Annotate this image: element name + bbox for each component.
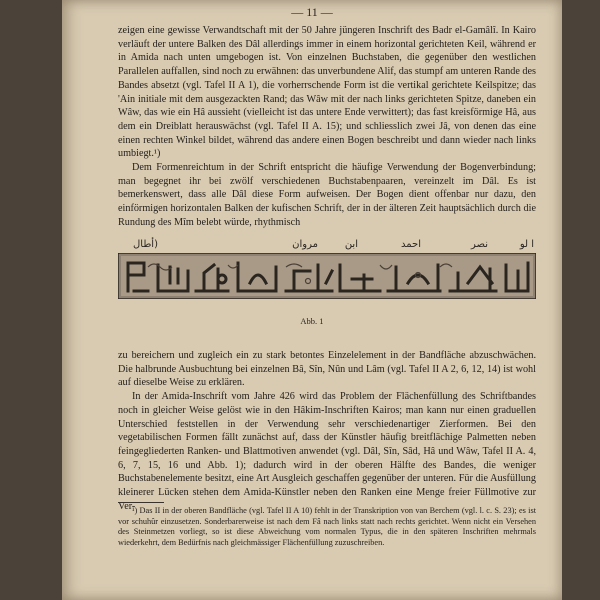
arabic-label: مروان [292, 239, 318, 250]
top-text-block [118, 24, 536, 230]
arabic-label: أطال) [133, 239, 158, 250]
paragraph: In der Amida-Inschrift vom Jahre 426 wird das Problem der Flächenfüllung des Schriftbandes noch in gleicher Weise gelöst wie in den Hâkim-Inschriften Kairos; man kann nur einen graduellen Unterschied feststellen in der Verwendung sehr verschiedenartiger Zierformen. Bei den vegetabilischen Formen fällt zunächst auf, dass der Künstler häufig breitflächige Palmetten neben feingegliederten Ranken- und Blattmotiven anwendet (vgl. Dâl, Sîn, Sâd, Hâ und Wâw, Tafel II A. 4, 6, 7, 15, 16 und Abb. 1); dadurch wird in der oberen Hälfte des Bandes, die weniger Buchstabenelemente besitzt, eine Art Ausgleich geschaffen gegenüber der unteren. Für die Ausfüllung kleinerer Lücken stehen dem Amida-Künstler neben den Ranken eine Menge freier Füllmotive zur Ver- [118, 391, 536, 512]
paragraph: zeigen eine gewisse Verwandtschaft mit der 50 Jahre jüngeren Inschrift des Badr el-Gamâlî. In Kairo verläuft der untere Balken des Dâl allerdings immer in einem horizontal gerichteten Keil, während er in Amida nach unten umgebogen ist. Von einzelnen Buchstaben, die gegenüber den westlichen Parallelen auffallen, sind noch zu erwähnen: das unverbundene Alif, das stumpf am unteren Rande des Bandes absetzt (vgl. Tafel II A 1), die vorherrschende Form ist die vertikal gerichtete Keilspitze; das 'Ain initiale mit dem ausgezackten Rand; das Wâw mit der nach links gerichteten Spitze, daneben ein Wâw, das wie ein Hâ aussieht (vielleicht ist das untere Ende verwittert); das fast kreisförmige Hâ, aus dem ein Dreiblatt herauswächst (vgl. Tafel II A. 15); und schliesslich zwei Jâ, von denen das eine einen rechten Winkel bildet, während das andere einen Bogen beschreibt und dann wieder nach links umbiegt.¹) [118, 25, 536, 160]
bottom-text-block [118, 349, 536, 513]
figure-transcription [118, 239, 536, 253]
page-number: — 11 — [291, 5, 333, 19]
footnote [118, 506, 536, 548]
book-page [62, 0, 562, 600]
arabic-label: ا لو [519, 239, 534, 250]
arabic-label: ابن [344, 239, 358, 250]
footnote-text: ¹) Das II in der oberen Bandfläche (vgl. Tafel II A 10) fehlt in der Transkription von van Berchem (vgl. l. c. S. 23); es ist vor schuhûr einzusetzen. Sonderbarerweise ist nach dem Fâ nach links statt nach rechts gerichtet. Wenn nicht ein Versehen des Steinmetzen vorliegt, so ist diese Abweichung vom normalen Typus, die in den späteren Inschriften mehrmals wiederkehrt, dem Bedürfnis nach gleichmässiger Flächenfüllung zuzuschreiben. [118, 506, 536, 547]
kufic-inscription-figure [118, 253, 536, 299]
paragraph: Dem Formenreichtum in der Schrift entspricht die häufige Verwendung der Bogenverbindung; man begegnet ihr bei zwölf verschiedenen Buchstabenpaaren, vereinzelt im Dâl. Es ist bemerkenswert, dass alle Dâl diese Form aufweisen. Der Bogen dient offenbar nur dazu, den einförmigen horizontalen Balken der kufischen Schrift, der in der älteren Zeit hauptsächlich durch die Rundung des Mîm belebt würde, rhythmisch [118, 162, 536, 228]
footnote-rule [118, 502, 164, 503]
arabic-label: نصر [471, 239, 488, 250]
figure-caption: Abb. 1 [300, 316, 324, 326]
paragraph: zu bereichern und zugleich ein zu stark betontes Einzelelement in der Bandfläche abzuschwächen. Die halbrunde Ausbuchtung bei einzelnen Bâ, Sîn, Nûn und Lâm (vgl. Tafel II A 2, 6, 12, 14) ist wohl auf dieselbe Weise zu erklären. [118, 350, 536, 389]
arabic-label: احمد [401, 239, 421, 250]
